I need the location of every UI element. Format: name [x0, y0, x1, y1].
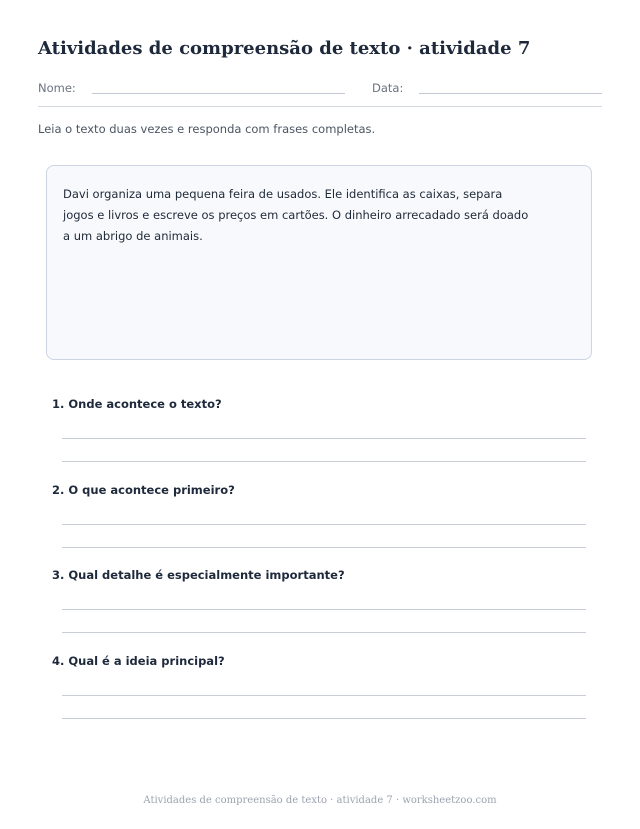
answer-line[interactable]: [62, 609, 586, 610]
answer-line[interactable]: [62, 438, 586, 439]
name-label: Nome:: [38, 81, 76, 95]
question-1: 1. Onde acontece o texto?: [52, 397, 222, 411]
answer-line[interactable]: [62, 547, 586, 548]
page-footer: Atividades de compreensão de texto · atividade 7 · worksheetzoo.com: [143, 795, 497, 806]
date-label: Data:: [372, 81, 404, 95]
name-field-line[interactable]: [92, 93, 345, 94]
answer-line[interactable]: [62, 695, 586, 696]
worksheet-title: Atividades de compreensão de texto · atividade 7: [38, 38, 531, 59]
answer-line[interactable]: [62, 524, 586, 525]
answer-line[interactable]: [62, 718, 586, 719]
question-4: 4. Qual é a ideia principal?: [52, 654, 225, 668]
name-date-row: [38, 78, 602, 107]
question-3: 3. Qual detalhe é especialmente importante?: [52, 568, 345, 582]
question-2: 2. O que acontece primeiro?: [52, 483, 235, 497]
passage-box: [46, 165, 592, 360]
answer-line[interactable]: [62, 632, 586, 633]
instructions-text: Leia o texto duas vezes e responda com frases completas.: [38, 122, 376, 136]
date-field-line[interactable]: [419, 93, 602, 94]
answer-line[interactable]: [62, 461, 586, 462]
passage-text: Davi organiza uma pequena feira de usados. Ele identifica as caixas, separa jogos e livros e escreve os preços em cartões. O dinheiro arrecadado será doado a um abrigo de animais.: [63, 187, 529, 243]
